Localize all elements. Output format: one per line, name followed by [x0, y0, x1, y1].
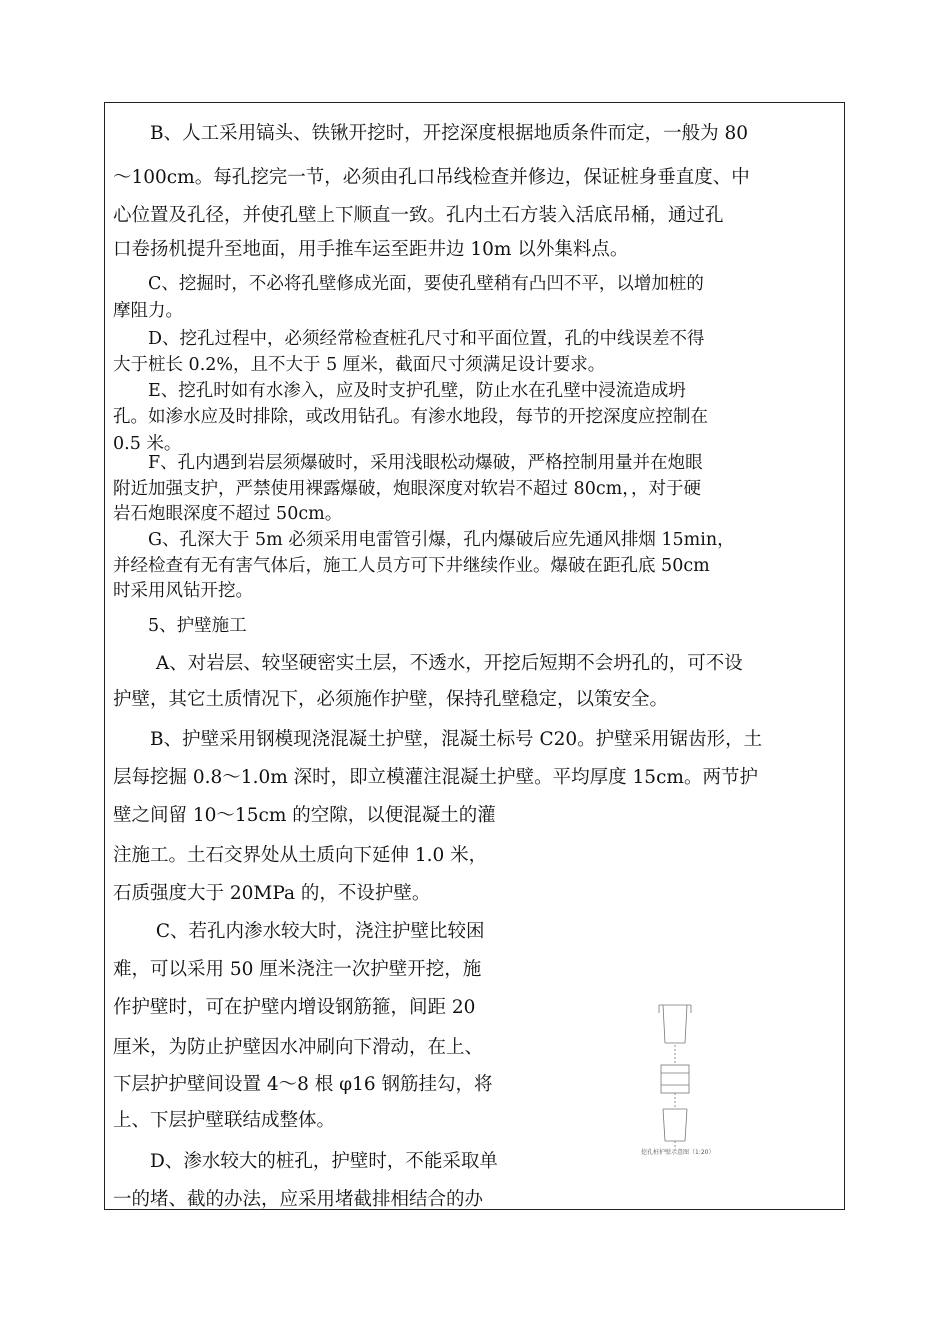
text-line: 上、下层护壁联结成整体。	[113, 1110, 336, 1131]
diagram-line	[685, 1109, 687, 1141]
text-line: B、护壁采用钢模现浇混凝土护壁，混凝土标号 C20。护壁采用锯齿形，土	[113, 729, 763, 750]
text-line: G、孔深大于 5m 必须采用电雷管引爆，孔内爆破后应先通风排烟 15min，	[113, 530, 735, 550]
text-line: 难，可以采用 50 厘米浇注一次护壁开挖，施	[113, 959, 482, 980]
text-line: 附近加强支护，严禁使用裸露爆破，炮眼深度对软岩不超过 80cm，，对于硬	[113, 479, 701, 499]
section-heading: 5、护壁施工	[113, 616, 247, 636]
diagram-line	[663, 1005, 665, 1043]
text-line: 0.5 米。	[113, 434, 182, 454]
diagram-line	[663, 1109, 665, 1141]
text-line: 心位置及孔径，并使孔壁上下顺直一致。孔内土石方装入活底吊桶，通过孔	[113, 205, 724, 226]
diagram-caption: 挖孔桩护壁示意图（1:20）	[641, 1149, 715, 1156]
text-line: 作护壁时，可在护壁内增设钢筋箍，间距 20	[113, 997, 476, 1018]
text-line: 孔。如渗水应及时排除，或改用钻孔。有渗水地段，每节的开挖深度应控制在	[113, 407, 708, 427]
text-line: A、对岩层、较坚硬密实土层，不透水，开挖后短期不会坍孔的，可不设	[113, 653, 743, 674]
text-line: E、挖孔时如有水渗入，应及时支护孔壁，防止水在孔壁中浸流造成坍	[113, 381, 686, 401]
text-line: 并经检查有无有害气体后，施工人员方可下井继续作业。爆破在距孔底 50cm	[113, 556, 710, 576]
text-line: 摩阻力。	[113, 301, 183, 321]
text-line: B、人工采用镐头、铁锹开挖时，开挖深度根据地质条件而定，一般为 80	[113, 123, 749, 144]
text-line: 护壁，其它土质情况下，必须施作护壁，保持孔壁稳定，以策安全。	[113, 689, 669, 710]
text-line: C、挖掘时，不必将孔壁修成光面，要使孔壁稍有凸凹不平，以增加桩的	[113, 274, 704, 294]
text-line: 层每挖掘 0.8～1.0m 深时，即立模灌注混凝土护壁。平均厚度 15cm。两节护	[113, 767, 758, 788]
text-line: 厘米，为防止护壁因水冲刷向下滑动，在上、	[113, 1037, 484, 1058]
text-line: 大于桩长 0.2%，且不大于 5 厘米，截面尺寸须满足设计要求。	[113, 355, 606, 375]
text-line: D、渗水较大的桩孔，护壁时，不能采取单	[113, 1151, 498, 1172]
text-line: 时采用风钻开挖。	[113, 581, 253, 601]
retaining-wall-diagram	[635, 1003, 725, 1210]
text-line: 口卷扬机提升至地面，用手推车运至距井边 10m 以外集料点。	[113, 239, 629, 260]
text-line: 下层护护壁间设置 4～8 根 φ16 钢筋挂勾，将	[113, 1074, 493, 1095]
text-line: C、若孔内渗水较大时，浇注护壁比较困	[113, 921, 485, 942]
text-line: 注施工。土石交界处从土质向下延伸 1.0 米，	[113, 845, 488, 866]
text-line: 石质强度大于 20MPa 的，不设护壁。	[113, 883, 431, 904]
document-frame	[104, 102, 845, 1210]
text-line: ～100cm。每孔挖完一节，必须由孔口吊线检查并修边，保证桩身垂直度、中	[113, 167, 750, 188]
diagram-segment	[661, 1065, 689, 1093]
diagram-line	[685, 1005, 687, 1043]
text-line: D、挖孔过程中，必须经常检查桩孔尺寸和平面位置，孔的中线误差不得	[113, 329, 705, 349]
retaining-wall-drawing	[635, 1003, 725, 1210]
text-line: 一的堵、截的办法，应采用堵截排相结合的办	[113, 1189, 484, 1210]
text-line: 岩石炮眼深度不超过 50cm。	[113, 504, 343, 524]
text-line: 壁之间留 10～15cm 的空隙，以便混凝土的灌	[113, 805, 496, 826]
text-line: F、孔内遇到岩层须爆破时，采用浅眼松动爆破，严格控制用量并在炮眼	[113, 453, 703, 473]
